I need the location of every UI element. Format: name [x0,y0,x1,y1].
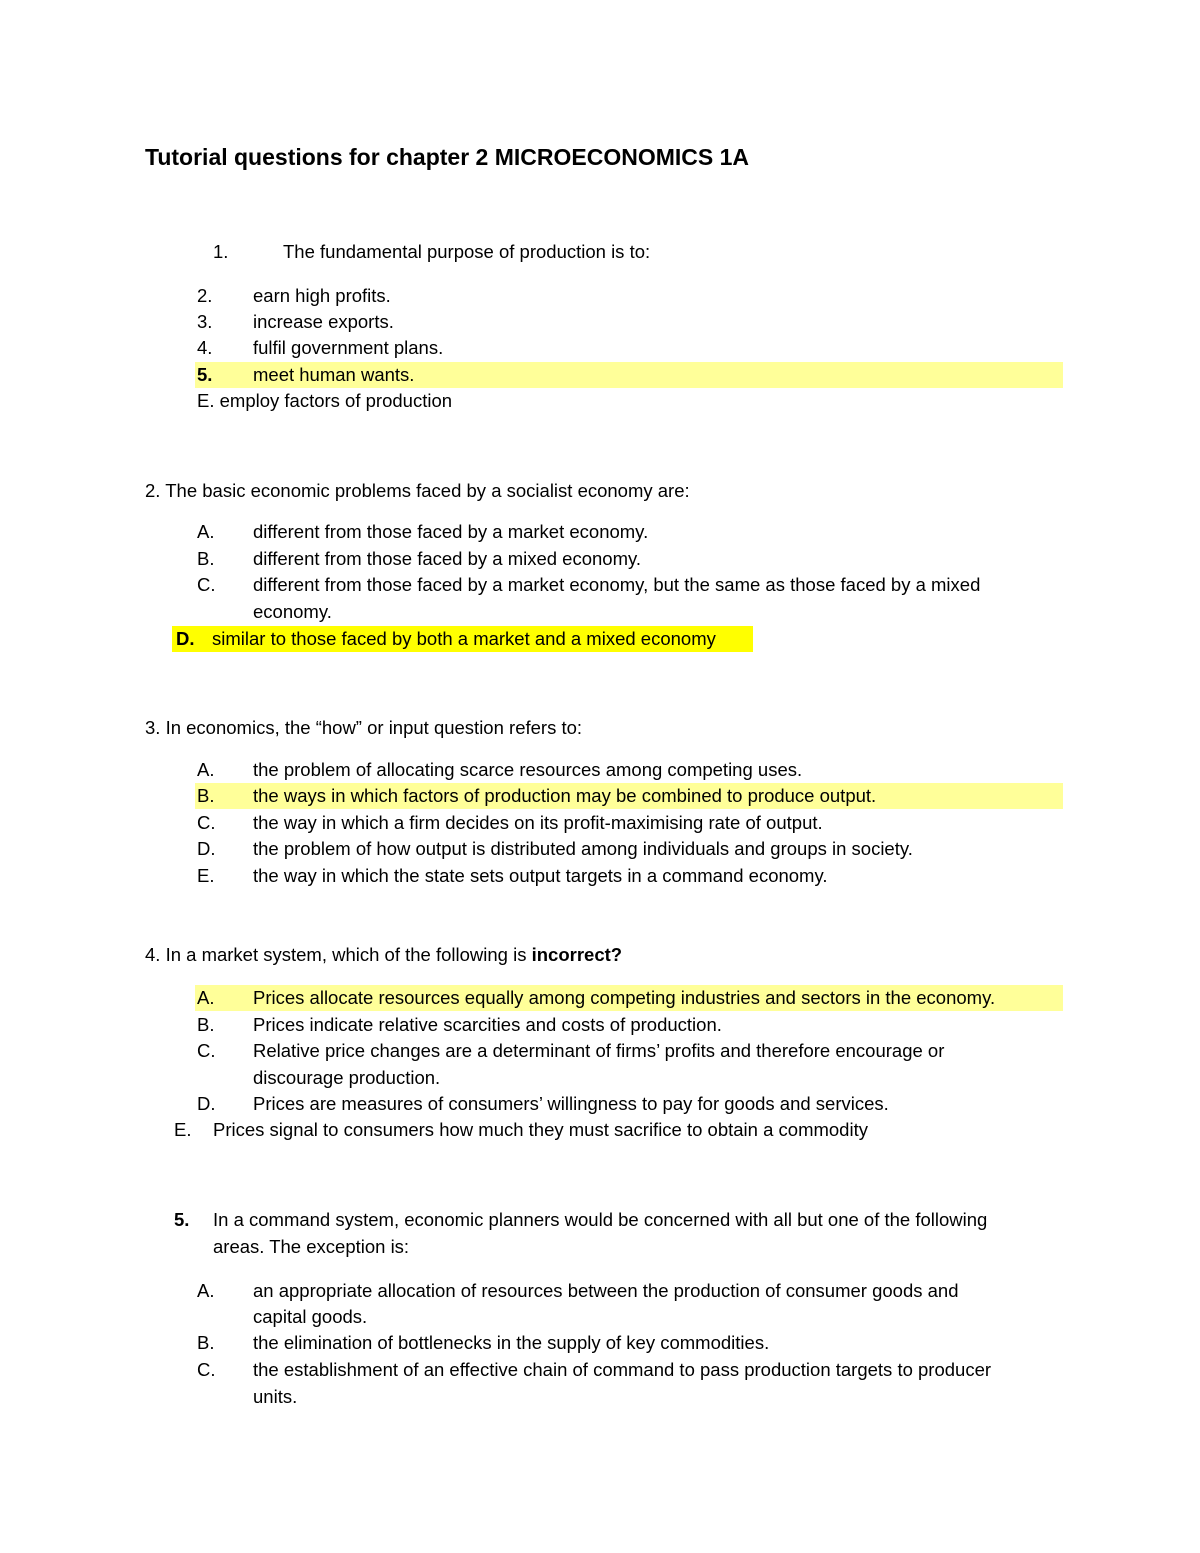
q5-stem-line1: In a command system, economic planners would be concerned with all but one of the following [213,1209,988,1230]
q4-option-highlighted: A. Prices allocate resources equally among competing industries and sectors in the economy. [195,985,1063,1011]
q5-stem-line2: areas. The exception is: [213,1236,410,1257]
q2-answer-highlighted: D. similar to those faced by both a market and a mixed economy [172,626,753,652]
q4-option-continuation: discourage production. [253,1067,441,1088]
q5-option-continuation: units. [253,1386,298,1407]
q1-option: 4. fulfil government plans. [197,337,444,358]
q1-option: 2. earn high profits. [197,285,391,306]
q1-number: 1. [213,241,229,262]
q3-stem: 3. In economics, the “how” or input question refers to: [145,717,583,738]
q3-option: E. the way in which the state sets output targets in a command economy. [197,865,828,886]
q4-option: B. Prices indicate relative scarcities and costs of production. [197,1014,722,1035]
q2-stem: 2. The basic economic problems faced by a socialist economy are: [145,480,690,501]
q5-option: B. the elimination of bottlenecks in the supply of key commodities. [197,1332,770,1353]
q5-option: A. an appropriate allocation of resources between the production of consumer goods and [197,1280,959,1301]
q1-option-highlighted: 5. meet human wants. [195,362,1063,388]
q5-number: 5. [174,1209,190,1230]
q3-option: C. the way in which a firm decides on its profit-maximising rate of output. [197,812,823,833]
q2-option: A. different from those faced by a market economy. [197,521,649,542]
q5-option: C. the establishment of an effective chain of command to pass production targets to producer [197,1359,992,1380]
q4-stem: 4. In a market system, which of the following is incorrect? [145,944,623,965]
q4-option: C. Relative price changes are a determinant of firms’ profits and therefore encourage or [197,1040,945,1061]
q3-option: A. the problem of allocating scarce resources among competing uses. [197,759,803,780]
q3-option: D. the problem of how output is distributed among individuals and groups in society. [197,838,913,859]
q1-extra: E. employ factors of production [197,390,453,411]
q4-option: D. Prices are measures of consumers’ willingness to pay for goods and services. [197,1093,889,1114]
q2-option: C. different from those faced by a market economy, but the same as those faced by a mixed [197,574,981,595]
q5-option-continuation: capital goods. [253,1306,368,1327]
q1-stem: The fundamental purpose of production is to: [283,241,651,262]
q4-extra: E. Prices signal to consumers how much they must sacrifice to obtain a commodity [174,1119,868,1140]
document-title: Tutorial questions for chapter 2 MICROECONOMICS 1A [145,144,750,170]
q3-option-highlighted: B. the ways in which factors of production may be combined to produce output. [195,783,1063,809]
q2-option: B. different from those faced by a mixed economy. [197,548,642,569]
q2-option-continuation: economy. [253,601,332,622]
q1-option: 3. increase exports. [197,311,394,332]
